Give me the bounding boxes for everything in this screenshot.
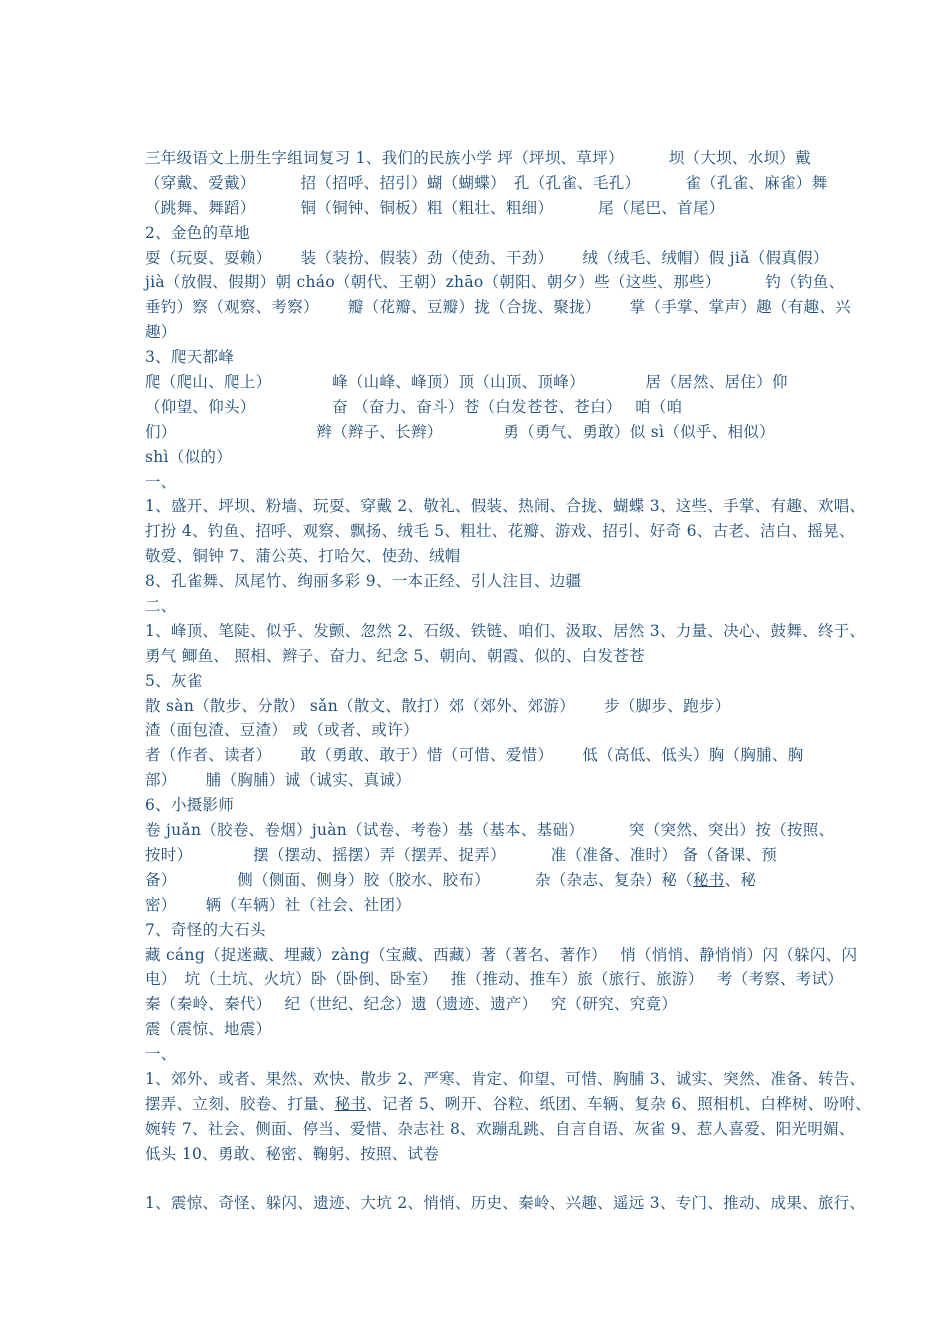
text-line: 爬（爬山、爬上） 峰（山峰、峰顶）顶（山顶、顶峰） 居（居然、居住）仰	[145, 373, 788, 392]
section-heading: 2、金色的草地	[145, 223, 250, 242]
text-line: 部） 脯（胸脯）诚（诚实、真诚）	[145, 771, 412, 790]
text-line: 按时） 摆（摆动、摇摆）弄（摆弄、捉弄） 准（准备、准时） 备（备课、预	[145, 845, 778, 864]
section-heading: 二、	[145, 597, 177, 616]
text-line: 1、盛开、坪坝、粉墙、玩耍、穿戴 2、敬礼、假装、热闹、合拢、蝴蝶 3、这些、手掌、有趣、欢唱、	[145, 497, 866, 516]
mishu-link[interactable]: 秘书	[334, 1094, 367, 1113]
text-line: 婉转 7、社会、侧面、停当、爱惜、杂志社 8、欢蹦乱跳、自言自语、灰雀 9、惹人喜爱、阳光明媚、	[145, 1119, 855, 1138]
text-segment: 摆弄、立刻、胶卷、打量、	[145, 1094, 335, 1113]
section-heading: 6、小摄影师	[145, 796, 235, 815]
mishu-link[interactable]: 秘书	[692, 870, 725, 889]
text-line: 1、峰顶、笔陡、似乎、发颤、忽然 2、石级、铁链、咱们、汲取、居然 3、力量、决心、鼓舞、终于、	[145, 621, 866, 640]
text-line: （跳舞、舞蹈） 铜（铜钟、铜板）粗（粗壮、粗细） 尾（尾巴、首尾）	[145, 198, 725, 217]
text-line: 三年级语文上册生字组词复习 1、我们的民族小学 坪（坪坝、草坪） 坝（大坝、水坝）戴	[145, 149, 811, 167]
text-segment: 备） 侧（侧面、侧身）胶（胶水、胶布） 杂（杂志、复杂）秘（	[145, 870, 693, 889]
text-line: （穿戴、爱戴） 招（招呼、招引）蝴（蝴蝶） 孔（孔雀、毛孔） 雀（孔雀、麻雀）舞	[145, 173, 828, 192]
text-segment: 、记者 5、咧开、谷粒、纸团、车辆、复杂 6、照相机、白桦树、吩咐、	[366, 1094, 871, 1113]
text-line: 渣（面包渣、豆渣） 或（或者、或许）	[145, 721, 419, 740]
text-line: 趣）	[145, 323, 177, 342]
text-line: 垂钓）察（观察、考察） 瓣（花瓣、豆瓣）拢（合拢、聚拢） 掌（手掌、掌声）趣（有趣、兴	[145, 298, 851, 317]
text-line: 藏 cáng（捉迷藏、埋藏）zàng（宝藏、西藏）著（著名、著作） 悄（悄悄、静悄悄）闪（躲闪、闪	[145, 945, 858, 964]
text-line: 震（震惊、地震）	[145, 1020, 272, 1039]
text-line: 散 sàn（散步、分散） sǎn（散文、散打）郊（郊外、郊游） 步（脚步、跑步）	[145, 696, 731, 715]
text-line	[145, 1092, 871, 1117]
section-heading: 7、奇怪的大石头	[145, 920, 266, 939]
text-line: jià（放假、假期）朝 cháo（朝代、王朝）zhāo（朝阳、朝夕）些（这些、那些） 钓（钓鱼、	[145, 273, 845, 292]
text-line: 敬爱、铜钟 7、蒲公英、打哈欠、使劲、绒帽	[145, 547, 461, 566]
text-line: 卷 juǎn（胶卷、卷烟）juàn（试卷、考卷）基（基本、基础） 突（突然、突出）按（按照、	[145, 821, 835, 840]
text-line: 们） 辫（辫子、长辫） 勇（勇气、勇敢）似 sì（似乎、相似）	[145, 422, 775, 441]
section-heading: 3、爬天都峰	[145, 348, 235, 367]
text-line: 打扮 4、钓鱼、招呼、观察、飘扬、绒毛 5、粗壮、花瓣、游戏、招引、好奇 6、古老、洁白、摇晃、	[145, 522, 855, 541]
text-line: （仰望、仰头） 奋 （奋力、奋斗）苍（白发苍苍、苍白） 咱（咱	[145, 397, 683, 416]
text-segment: 、秘	[724, 870, 757, 889]
text-line: shì（似的）	[145, 447, 232, 466]
section-heading: 一、	[145, 1045, 177, 1064]
text-line: 秦（秦岭、秦代） 纪（世纪、纪念）遗（遗迹、遗产） 究（研究、究竟）	[145, 995, 678, 1014]
text-line: 电） 坑（土坑、火坑）卧（卧倒、卧室） 推（推动、推车）旅（旅行、旅游） 考（考察、考试）	[145, 970, 844, 989]
text-line: 者（作者、读者） 敢（勇敢、敢于）惜（可惜、爱惜） 低（高低、低头）胸（胸脯、胸	[145, 746, 804, 765]
text-line: 勇气 鲫鱼、 照相、辫子、奋力、纪念 5、朝向、朝霞、似的、白发苍苍	[145, 646, 645, 665]
blank-line	[145, 1167, 817, 1192]
text-line: 1、震惊、奇怪、躲闪、遗迹、大坑 2、悄悄、历史、秦岭、兴趣、遥远 3、专门、推动、成果、旅行、	[145, 1194, 866, 1213]
document-page	[145, 146, 871, 1216]
text-line: 密） 辆（车辆）社（社会、社团）	[145, 895, 412, 914]
text-line: 8、孔雀舞、凤尾竹、绚丽多彩 9、一本正经、引人注目、边疆	[145, 572, 582, 591]
section-heading: 一、	[145, 472, 177, 491]
text-line: 耍（玩耍、耍赖） 装（装扮、假装）劲（使劲、干劲） 绒（绒毛、绒帽）假 jiǎ（假真假）	[145, 248, 829, 267]
section-heading: 5、灰雀	[145, 671, 203, 690]
text-line: 低头 10、勇敢、秘密、鞠躬、按照、试卷	[145, 1144, 440, 1163]
text-line	[145, 868, 817, 893]
text-line: 1、郊外、或者、果然、欢快、散步 2、严寒、肯定、仰望、可惜、胸脯 3、诚实、突然、准备、转告、	[145, 1069, 866, 1088]
